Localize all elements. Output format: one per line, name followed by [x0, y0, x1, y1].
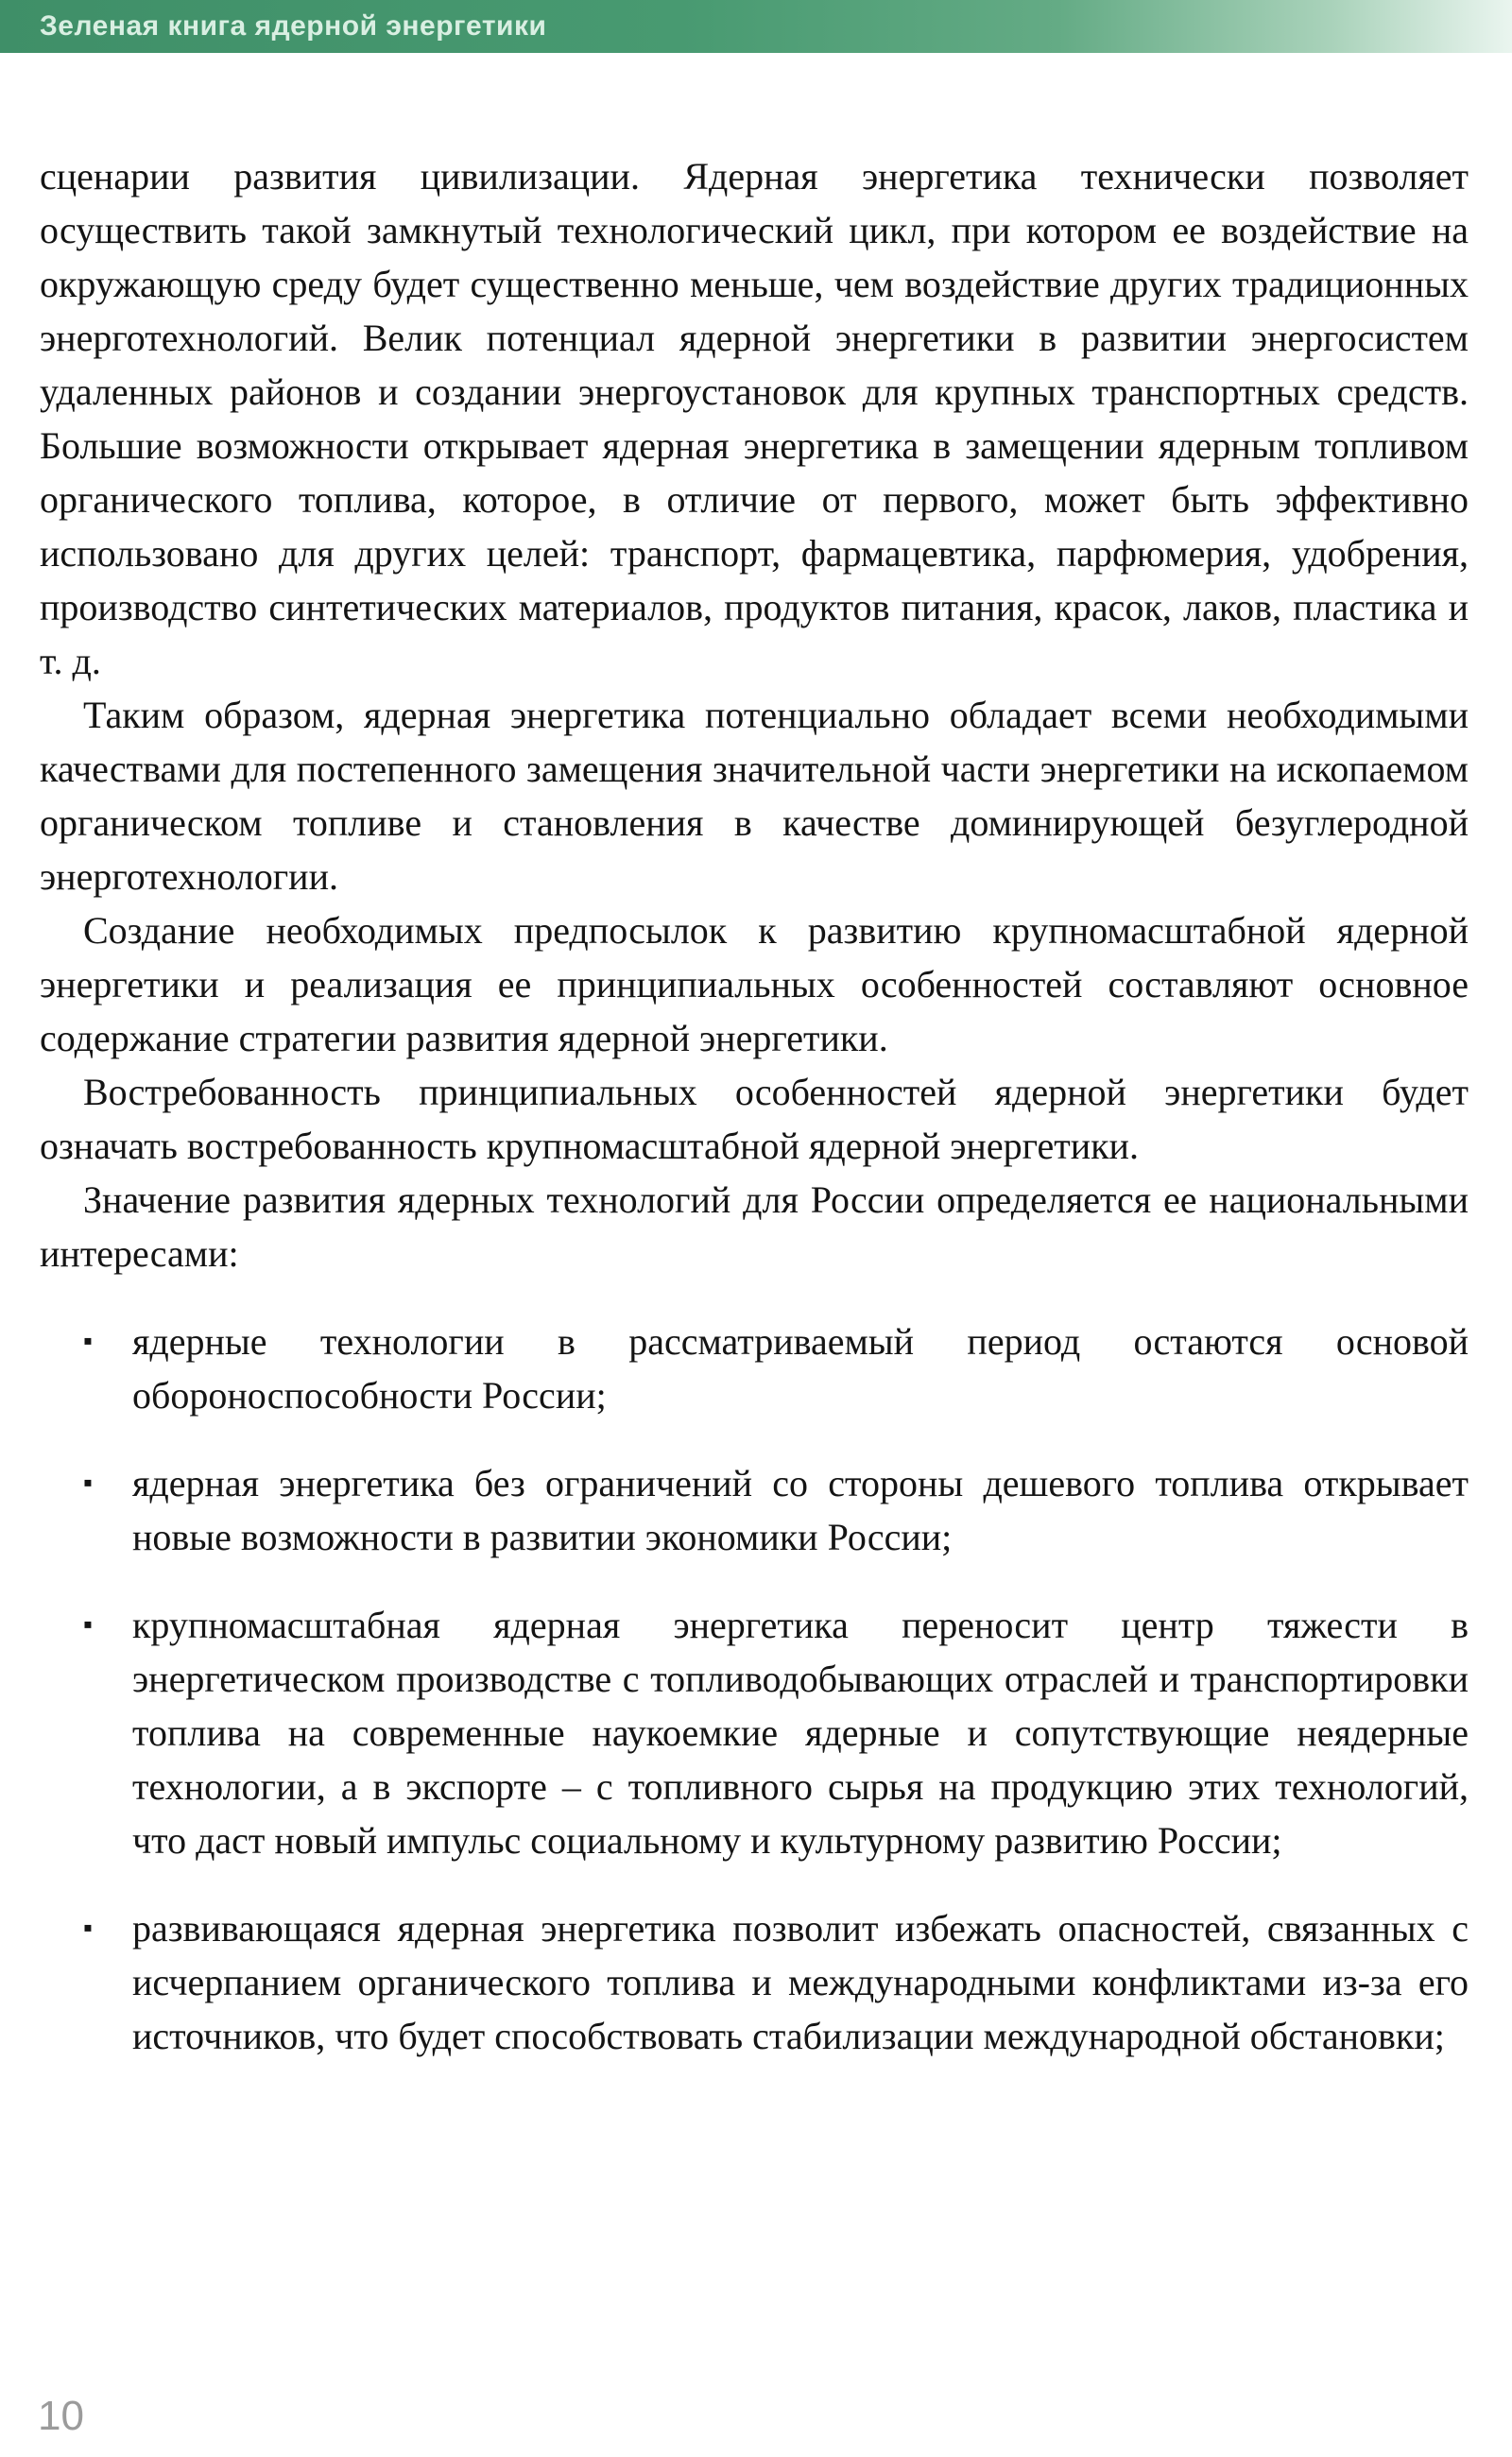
list-item-text: ядерные технологии в рассматриваемый период остаются основой обороноспособности России; — [132, 1320, 1469, 1417]
paragraph: Значение развития ядерных технологий для России определяется ее национальными интересами: — [40, 1178, 1469, 1275]
list-item — [40, 1901, 1469, 2063]
running-head-title: Зеленая книга ядерной энергетики — [40, 10, 547, 42]
bullet-square-icon: ▪ — [83, 1469, 93, 1498]
body-text — [40, 149, 1469, 2063]
list-item — [40, 1598, 1469, 1867]
list-item-text: развивающаяся ядерная энергетика позволит избежать опасностей, связанных с исчерпанием органического топлива и международными конфликтами из-за его источников, что будет способствовать стабилизации международной обстановки; — [132, 1907, 1469, 2057]
bullet-list — [40, 1314, 1469, 2063]
bullet-square-icon: ▪ — [83, 1610, 93, 1640]
list-item-text: ядерная энергетика без ограничений со стороны дешевого топлива открывает новые возможности в развитии экономики России; — [132, 1462, 1469, 1558]
bullet-square-icon: ▪ — [83, 1327, 93, 1356]
page-number: 10 — [38, 2393, 84, 2439]
list-item-text: крупномасштабная ядерная энергетика переносит центр тяжести в энергетическом производстве с топливодобывающих отраслей и транспортировки топлива на современные наукоемкие ядерные и сопутствующие неядерные технологии, а в экспорте – с топливного сырья на продукцию этих технологий, что даст новый импульс социальному и культурному развитию России; — [132, 1604, 1469, 1862]
list-item — [40, 1456, 1469, 1564]
bullet-square-icon: ▪ — [83, 1914, 93, 1943]
paragraph: Создание необходимых предпосылок к развитию крупномасштабной ядерной энергетики и реализация ее принципиальных особенностей составляют основное содержание стратегии развития ядерной энергетики. — [40, 909, 1469, 1059]
page-header-bar — [0, 0, 1512, 53]
list-item — [40, 1314, 1469, 1422]
paragraph: сценарии развития цивилизации. Ядерная энергетика технически позволяет осуществить такой замкнутый технологический цикл, при котором ее воздействие на окружающую среду будет существенно меньше, чем воздействие других традиционных энерготехнологий. Велик потенциал ядерной энергетики в развитии энергосистем удаленных районов и создании энергоустановок для крупных транспортных средств. Большие возможности открывает ядерная энергетика в замещении ядерным топливом органического топлива, которое, в отличие от первого, может быть эффективно использовано для других целей: транспорт, фармацевтика, парфюмерия, удобрения, производство синтетических материалов, продуктов питания, красок, лаков, пластика и т. д. — [40, 155, 1469, 682]
paragraph: Востребованность принципиальных особенностей ядерной энергетики будет означать востребованность крупномасштабной ядерной энергетики. — [40, 1071, 1469, 1167]
paragraph: Таким образом, ядерная энергетика потенциально обладает всеми необходимыми качествами для постепенного замещения значительной части энергетики на ископаемом органическом топливе и становления в качестве доминирующей безуглеродной энерготехнологии. — [40, 694, 1469, 898]
